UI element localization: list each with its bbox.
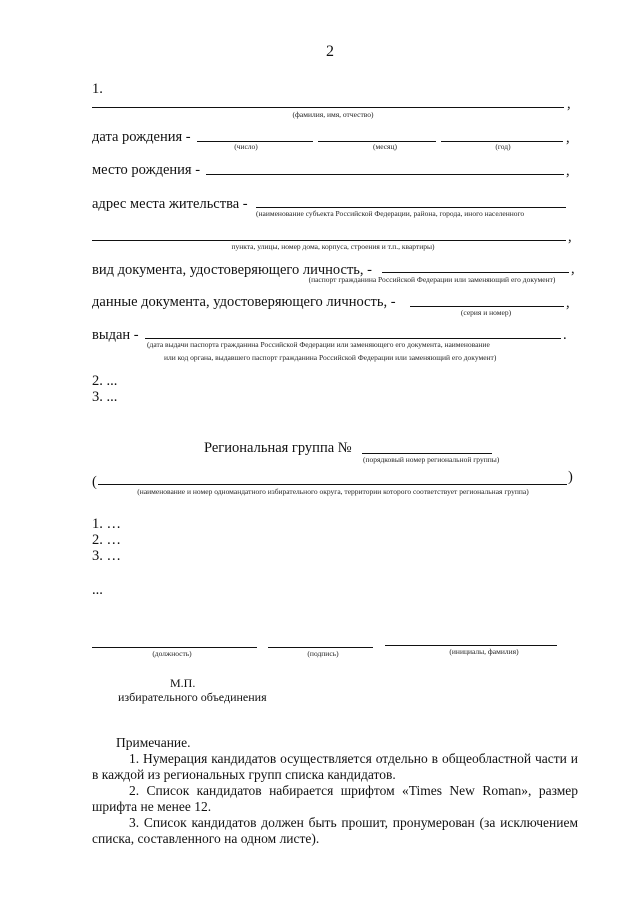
district-line (98, 484, 567, 485)
regional-group-title: Региональная группа № (204, 440, 352, 456)
id-doc-caption: (паспорт гражданина Российской Федерации или заменяющий его документ) (308, 275, 556, 284)
candidate-number: 1. (92, 81, 103, 97)
birth-place-comma: , (566, 163, 570, 179)
birth-place-line (206, 174, 564, 175)
group-item-1: 1. … (92, 516, 121, 532)
district-open-paren: ( (92, 474, 97, 490)
address-comma: , (568, 229, 572, 245)
issued-caption-2: или код органа, выдавшего паспорт гражданина Российской Федерации или заменяющий его документ) (164, 353, 497, 362)
birth-place-label: место рождения - (92, 162, 201, 178)
birth-date-label: дата рождения - (92, 129, 191, 145)
issued-caption-1: (дата выдачи паспорта гражданина Российской Федерации или заменяющего его документа, наименование (147, 340, 490, 349)
address-line-1 (256, 207, 566, 208)
stamp-label: М.П. (170, 676, 196, 690)
stamp-party: избирательного объединения (118, 690, 267, 704)
note-2: 2. Список кандидатов набирается шрифтом «Times New Roman», размер шрифта не менее 12. (92, 783, 578, 814)
fio-line (92, 107, 564, 108)
group-item-2: 2. … (92, 532, 121, 548)
day-caption: (число) (234, 142, 258, 151)
id-data-caption: (серия и номер) (460, 308, 512, 317)
issued-line (145, 338, 561, 339)
id-doc-comma: , (571, 261, 575, 277)
group-item-3: 3. … (92, 548, 121, 564)
birth-date-comma: , (566, 130, 570, 146)
address-line-2 (92, 240, 566, 241)
notes-title: Примечание. (116, 735, 191, 750)
regional-group-number-caption: (порядковый номер региональной группы) (363, 455, 500, 464)
note-3: 3. Список кандидатов должен быть прошит, пронумерован (за исключением списка, составленного на одном листе). (92, 815, 578, 846)
candidate-3: 3. ... (92, 389, 118, 405)
issued-period: . (563, 327, 567, 343)
page-number: 2 (326, 43, 334, 60)
address-label: адрес места жительства - (92, 196, 248, 212)
regional-group-number-line (362, 453, 492, 454)
address-caption-2: пункта, улицы, номер дома, корпуса, строения и т.п., квартиры) (231, 242, 435, 251)
id-doc-line (382, 272, 569, 273)
year-caption: (год) (495, 142, 511, 151)
position-line (92, 647, 257, 648)
id-data-comma: , (566, 295, 570, 311)
month-caption: (месяц) (372, 142, 398, 151)
fio-caption: (фамилия, имя, отчество) (292, 110, 374, 119)
district-close-paren: ) (568, 469, 573, 485)
group-ellipsis: ... (92, 582, 103, 598)
position-caption: (должность) (152, 649, 192, 658)
district-caption: (наименование и номер одномандатного избирательного округа, территории которого соответствует региональная группа) (137, 487, 529, 496)
name-line (385, 645, 557, 646)
signature-line (268, 647, 373, 648)
issued-label: выдан - (92, 327, 139, 343)
id-data-label: данные документа, удостоверяющего личность, - (92, 294, 396, 310)
id-doc-label: вид документа, удостоверяющего личность, - (92, 262, 372, 278)
note-1: 1. Нумерация кандидатов осуществляется отдельно в общеобластной части и в каждой из региональных групп списка кандидатов. (92, 751, 578, 782)
fio-comma: , (567, 96, 571, 112)
signature-caption: (подпись) (307, 649, 339, 658)
id-data-line (410, 306, 564, 307)
address-caption-1: (наименование субъекта Российской Федерации, района, города, иного населенного (256, 209, 525, 218)
candidate-2: 2. ... (92, 373, 118, 389)
name-caption: (инициалы, фамилия) (449, 647, 519, 656)
